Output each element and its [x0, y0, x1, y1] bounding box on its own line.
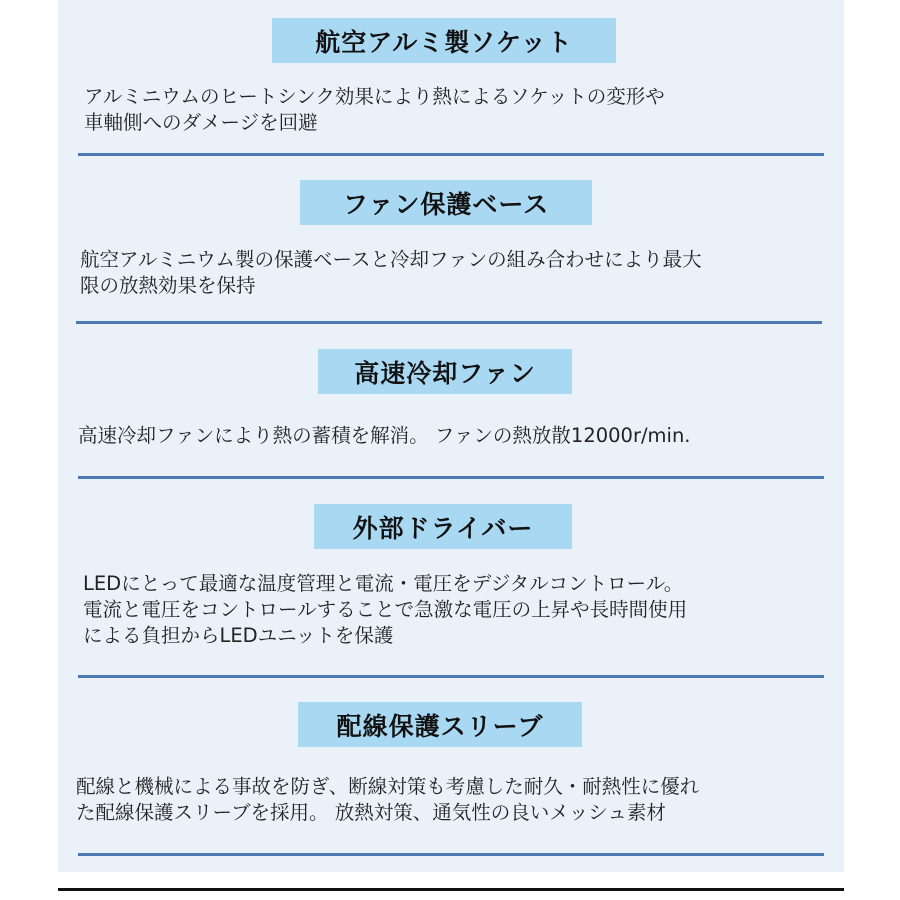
bottom-rule [58, 888, 844, 891]
section-heading-external-driver: 外部ドライバー [314, 504, 572, 549]
section-heading-wiring-sleeve: 配線保護スリーブ [298, 702, 582, 747]
section-body-wiring-sleeve: 配線と機械による事故を防ぎ、断線対策も考慮した耐久・耐熱性に優れ た配線保護スリーブを採用。 放熱対策、通気性の良いメッシュ素材 [76, 775, 700, 824]
section-divider [78, 675, 824, 678]
section-divider [78, 853, 824, 856]
section-body-fan-base: 航空アルミニウム製の保護ベースと冷却ファンの組み合わせにより最大 限の放熱効果を保持 [80, 248, 702, 297]
section-heading-cooling-fan: 高速冷却ファン [318, 349, 572, 394]
section-body-cooling-fan: 高速冷却ファンにより熱の蓄積を解消。 ファンの熱放散12000r/min. [78, 424, 691, 447]
section-body-aluminum-socket: アルミニウムのヒートシンク効果により熱によるソケットの変形や 車軸側へのダメージを回避 [84, 85, 665, 134]
section-divider [76, 321, 822, 324]
section-divider [78, 476, 824, 479]
section-body-external-driver: LEDにとって最適な温度管理と電流・電圧をデジタルコントロール。 電流と電圧をコントロールすることで急激な電圧の上昇や長時間使用 による負担からLEDユニットを保護 [83, 572, 688, 647]
section-heading-fan-base: ファン保護ベース [300, 180, 592, 225]
section-divider [78, 153, 824, 156]
section-heading-aluminum-socket: 航空アルミ製ソケット [272, 18, 616, 63]
